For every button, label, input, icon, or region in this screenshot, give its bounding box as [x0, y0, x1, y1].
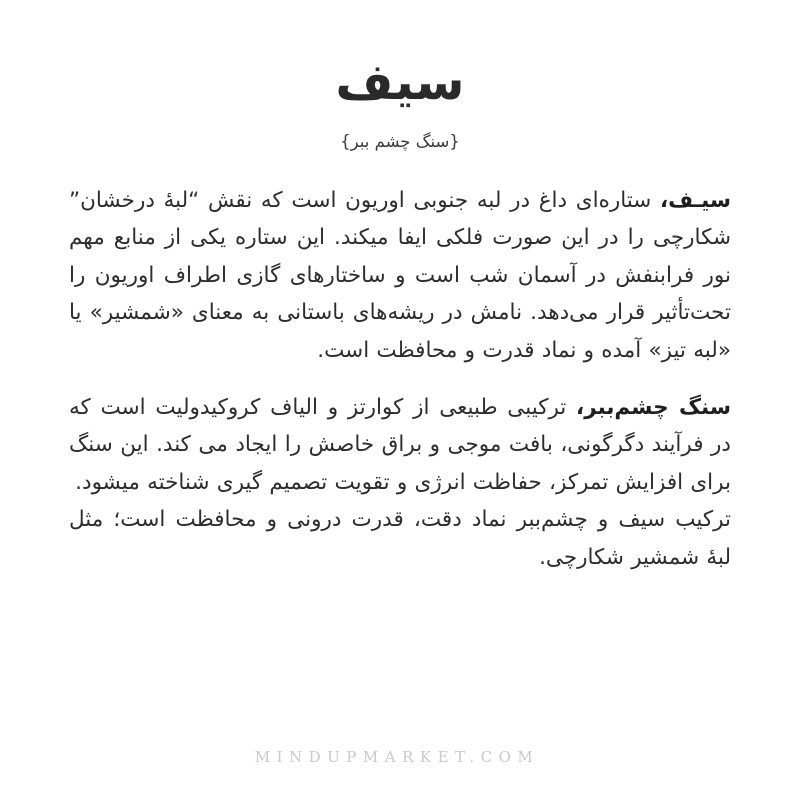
- document-header: [0, 0, 800, 152]
- paragraph-combination-text: ترکیب سیف و چشم‌ببر نماد دقت، قدرت درونی و محافظت است؛ مثل لبهٔ شمشیر شکارچی.: [69, 507, 731, 570]
- page-title: سیف: [335, 53, 465, 111]
- document-footer: [0, 747, 800, 766]
- page-subtitle: {سنگ چشم ببر}: [340, 131, 460, 151]
- paragraph-seif: [69, 182, 731, 369]
- paragraph-tiger-eye: [69, 389, 731, 501]
- paragraph-tiger-eye-lead: سنگ چشم‌ببر،: [576, 394, 731, 420]
- document-body: [69, 152, 731, 576]
- paragraph-seif-lead: سیـف،: [659, 187, 731, 213]
- paragraph-seif-text: ستاره‌ای داغ در لبه جنوبی اوریون است که نقش “لبهٔ درخشان” شکارچی را در این صورت فلکی ایفا میکند. این ستاره یکی از منابع مهم نور فرابنفش در آسمان شب است و ساختارهای گازی اطراف اوریون را تحت‌تأثیر قرار می‌دهد. نامش در ریشه‌های باستانی به معنای «شمشیر» یا «لبه تیز» آمده و نماد قدرت و محافظت است.: [69, 187, 731, 363]
- footer-brand: MINDUPMARKET.COM: [254, 748, 540, 766]
- paragraph-tiger-eye-text: ترکیبی طبیعی از کوارتز و الیاف کروکیدولیت است که در فرآیند دگرگونی، بافت موجی و براق خاصش را ایجاد می کند. این سنگ برای افزایش تمرکز، حفاظت انرژی و تقویت تصمیم گیری شناخته میشود.: [69, 394, 731, 495]
- paragraph-combination: [69, 501, 731, 576]
